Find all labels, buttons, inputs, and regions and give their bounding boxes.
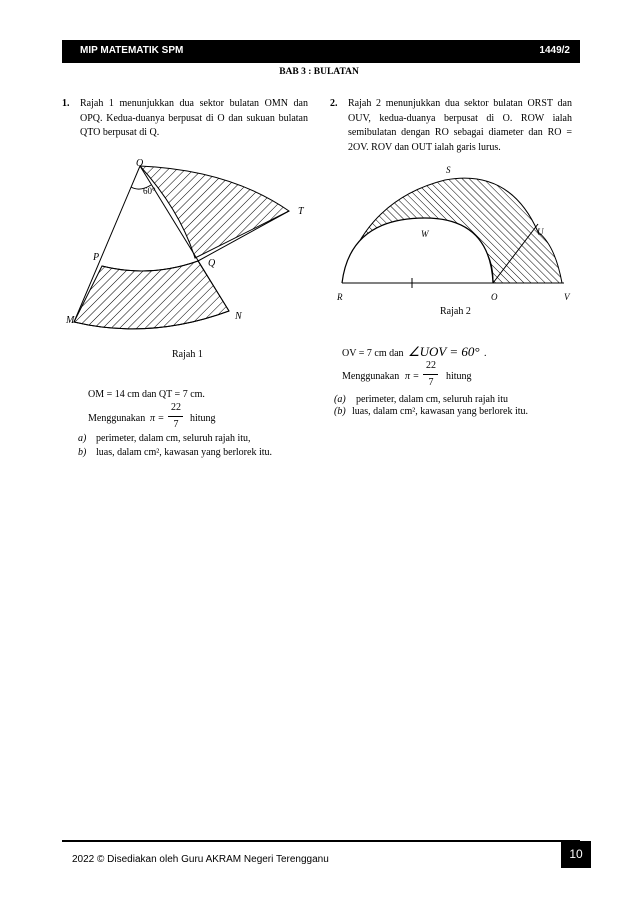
q1-pi-symbol: π = — [150, 413, 165, 424]
q1-using-prefix: Menggunakan — [88, 413, 146, 424]
q1-label-angle: 60° — [143, 186, 156, 196]
q2-using-suffix: hitung — [446, 371, 472, 382]
q1-using-suffix: hitung — [190, 413, 216, 424]
q2-number: 2. — [330, 98, 338, 109]
header-subject: MIP MATEMATIK SPM — [80, 45, 184, 56]
q2-label-v: V — [564, 292, 570, 302]
q2-label-o: O — [491, 292, 498, 302]
q2-part-a-label: (a) — [334, 394, 346, 405]
q2-label-u: U — [537, 227, 544, 237]
q2-part-a: perimeter, dalam cm, seluruh rajah itu — [356, 394, 509, 405]
q1-label-n: N — [235, 311, 242, 322]
footer-rule — [62, 840, 580, 842]
q2-text: Rajah 2 menunjukkan dua sektor bulatan ORST dan OUV, kedua-duanya berpusat di O. ROW ialah semibulatan dengan RO sebagai diameter dan RO = 2OV. ROV dan OUT ialah garis lurus. — [348, 98, 572, 153]
q1-given: OM = 14 cm dan QT = 7 cm. — [88, 389, 205, 400]
chapter-title: BAB 3 : BULATAN — [279, 67, 359, 77]
q2-pi-numerator: 22 — [426, 360, 436, 371]
q1-label-m: M — [66, 315, 75, 326]
q1-label-q: Q — [208, 258, 216, 269]
header-bar — [62, 40, 580, 63]
q1-shaded-region-top — [140, 166, 289, 258]
q1-caption: Rajah 1 — [172, 349, 203, 360]
q2-label-r: R — [337, 292, 343, 302]
q1-part-a: perimeter, dalam cm, seluruh rajah itu, — [96, 433, 251, 444]
q2-part-b-label: (b) — [334, 406, 346, 417]
q1-part-b: luas, dalam cm², kawasan yang berlorek itu. — [96, 447, 272, 458]
q1-diagram — [60, 150, 320, 330]
q1-number: 1. — [62, 98, 70, 109]
q2-pi-symbol: π = — [405, 371, 420, 382]
q2-given-prefix: OV = 7 cm dan — [342, 348, 404, 359]
q2-caption: Rajah 2 — [440, 306, 471, 317]
q2-given-angle: ∠UOV = 60° — [408, 344, 480, 359]
q1-label-o: O — [136, 158, 144, 169]
q1-pi-fraction-bar — [168, 416, 183, 417]
q2-label-w: W — [421, 229, 429, 239]
q2-part-b: luas, dalam cm², kawasan yang berlorek itu. — [352, 406, 528, 417]
q1-pi-numerator: 22 — [171, 402, 181, 413]
footer-text: 2022 © Disediakan oleh Guru AKRAM Negeri Terengganu — [72, 854, 329, 865]
q2-using-prefix: Menggunakan — [342, 371, 400, 382]
q1-label-p: P — [93, 252, 100, 263]
q1-pi-denominator: 7 — [173, 419, 179, 430]
q2-label-s: S — [446, 165, 451, 175]
q2-pi-fraction-bar — [423, 374, 438, 375]
q2-pi-denominator: 7 — [428, 377, 434, 388]
q1-label-t: T — [298, 206, 304, 217]
page-number: 10 — [561, 841, 591, 868]
q1-text: Rajah 1 menunjukkan dua sektor bulatan OMN dan OPQ. Kedua-duanya berpusat di O dan sukuan bulatan QTO berpusat di Q. — [80, 98, 308, 138]
q2-given-end: . — [484, 348, 487, 359]
q1-part-b-label: b) — [78, 447, 87, 458]
q1-part-a-label: a) — [78, 433, 87, 444]
header-paper-code: 1449/2 — [539, 45, 570, 56]
